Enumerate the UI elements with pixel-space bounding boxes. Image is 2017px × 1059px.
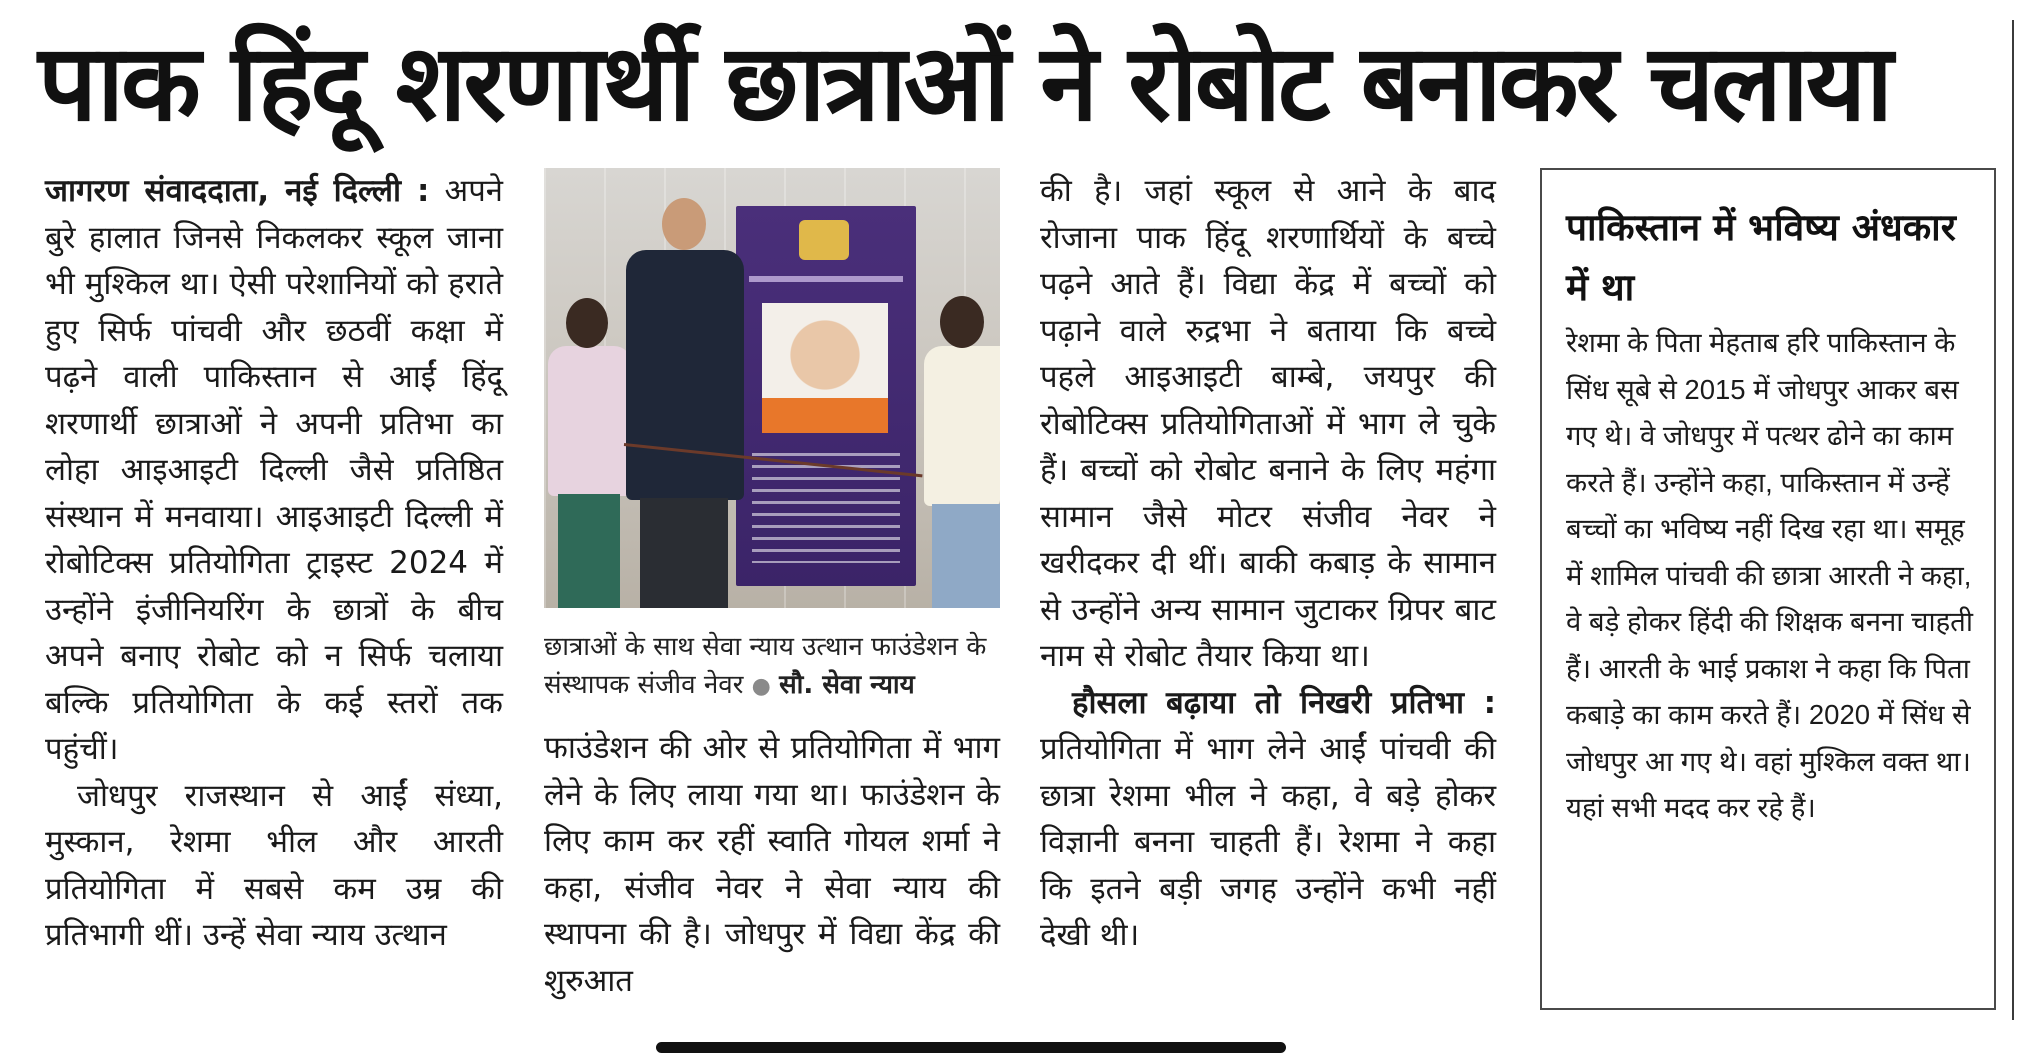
sidebar-box bbox=[1540, 168, 1996, 1010]
article-column-2 bbox=[544, 725, 1000, 1004]
man-legs bbox=[640, 498, 728, 608]
girl-right-legs bbox=[932, 504, 1000, 608]
byline: जागरण संवाददाता, नई दिल्ली : bbox=[45, 173, 430, 209]
sidebar-body: रेशमा के पिता मेहताब हरि पाकिस्तान के सिंध सूबे से 2015 में जोधपुर आकर बस गए थे। वे जोधपुर में पत्थर ढोने का काम करते हैं। उन्होंने कहा, पाकिस्तान में उन्हें बच्चों का भविष्य नहीं दिख रहा था। समूह में शामिल पांचवी की छात्रा आरती ने कहा, वे बड़े होकर हिंदी की शिक्षक बनना चाहती हैं। आरती के भाई प्रकाश ने कहा कि पिता कबाड़े का काम करते हैं। 2020 में सिंध से जोधपुर आ गए थे। वहां मुश्किल वक्त था। यहां सभी मदद कर रहे हैं। bbox=[1566, 327, 1973, 823]
news-photo bbox=[544, 168, 1000, 608]
article-column-1 bbox=[45, 168, 503, 959]
banner-title-strip bbox=[749, 276, 903, 282]
column-1-paragraph-2: जोधपुर राजस्थान से आईं संध्या, मुस्कान, रेशमा भील और आरती प्रतियोगिता में सबसे कम उम्र की प्रतिभागी थीं। उन्हें सेवा न्याय उत्थान bbox=[45, 777, 503, 953]
sidebar-title: पाकिस्तान में भविष्य अंधकार में था bbox=[1566, 206, 1956, 309]
column-3-paragraph-2: प्रतियोगिता में भाग लेने आईं पांचवी की छात्रा रेशमा भील ने कहा, वे बड़े होकर विज्ञानी बनना चाहती हैं। रेशमा ने कहा कि इतने बड़ी जगह उन्होंने कभी नहीं देखी थी। bbox=[1040, 731, 1496, 953]
subheading: हौसला बढ़ाया तो निखरी प्रतिभा : bbox=[1072, 684, 1496, 721]
photo-credit: सौ. सेवा न्याय bbox=[779, 670, 915, 700]
caption-bullet-icon: ● bbox=[751, 674, 771, 699]
girl-left-figure bbox=[548, 346, 632, 496]
column-divider-rule bbox=[2012, 20, 2014, 1020]
man-figure bbox=[626, 250, 744, 500]
girl-right-figure bbox=[924, 346, 1000, 506]
girl-right-head bbox=[940, 296, 984, 348]
girl-left-head bbox=[566, 298, 608, 348]
caption-text: छात्राओं के साथ सेवा न्याय उत्थान फाउंडेशन के संस्थापक संजीव नेवर bbox=[544, 632, 987, 700]
column-1-text bbox=[45, 168, 503, 773]
man-head bbox=[662, 198, 706, 250]
banner-portrait-robe bbox=[762, 398, 888, 433]
column-2-paragraph-1: फाउंडेशन की ओर से प्रतियोगिता में भाग लेने के लिए लाया गया था। फाउंडेशन के लिए काम कर रहीं स्वाति गोयल शर्मा ने कहा, संजीव नेवर ने सेवा न्याय की स्थापना की है। जोधपुर में विद्या केंद्र की शुरुआत bbox=[544, 730, 1000, 999]
girl-left-legs bbox=[558, 494, 620, 608]
column-3-paragraph-1: की है। जहां स्कूल से आने के बाद रोजाना पाक हिंदू शरणार्थियों के बच्चे पढ़ने आते हैं। विद्या केंद्र में बच्चों को पढ़ाने वाले रुद्रभा ने बताया कि बच्चे पहले आइआइटी बाम्बे, जयपुर की रोबोटिक्स प्रतियोगिताओं में भाग ले चुके हैं। बच्चों को रोबोट बनाने के लिए महंगा सामान जैसे मोटर संजीव नेवर ने खरीदकर दी थीं। बाकी कबाड़ के सामान से उन्होंने अन्य सामान जुटाकर ग्रिपर बाट नाम से रोबोट तैयार किया था। bbox=[1040, 173, 1496, 674]
column-1-paragraph-1: अपने बुरे हालात जिनसे निकलकर स्कूल जाना भी मुश्किल था। ऐसी परेशानियों को हराते हुए सिर्फ पांचवी और छठवीं कक्षा में पढ़ने वाली पाकिस्तान से आईं हिंदू शरणार्थी छात्राओं ने अपनी प्रतिभा का लोहा आइआइटी दिल्ली जैसे प्रतिष्ठित संस्थान में मनवाया। आइआइटी दिल्ली में रोबोटिक्स प्रतियोगिता ट्राइस्ट 2024 में उन्होंने इंजीनियरिंग के छात्रों के बीच अपने बनाए रोबोट को न सिर्फ चलाया बल्कि प्रतियोगिता के कई स्तरों तक पहुंचीं। bbox=[45, 173, 504, 767]
banner-logo-icon bbox=[799, 220, 849, 260]
article-column-3 bbox=[1040, 168, 1496, 959]
photo-caption bbox=[544, 628, 1004, 706]
column-3-text-2 bbox=[1040, 680, 1496, 959]
headline: पाक हिंदू शरणार्थी छात्राओं ने रोबोट बनाकर चलाया bbox=[38, 20, 1891, 146]
horizontal-scrollbar[interactable] bbox=[656, 1042, 1286, 1053]
